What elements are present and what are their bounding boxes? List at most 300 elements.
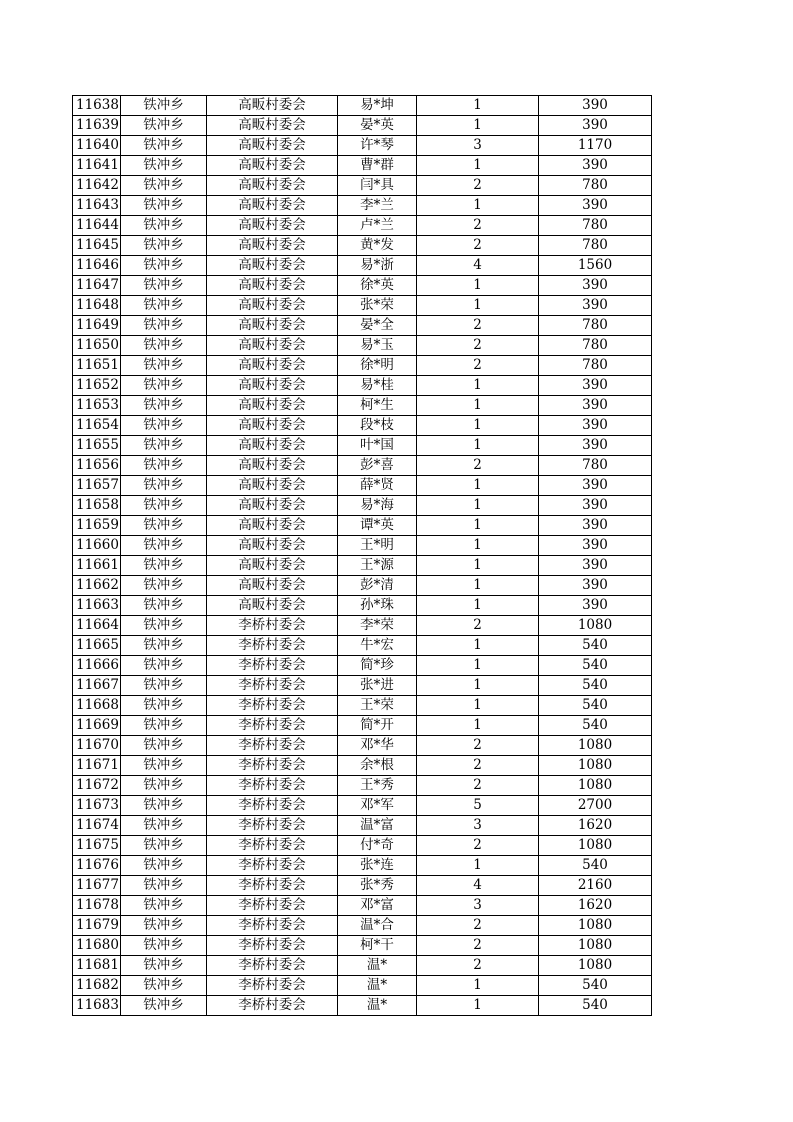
cell-village-committee: 李桥村委会	[207, 776, 338, 796]
table-row	[73, 616, 652, 636]
cell-person-name: 谭*英	[338, 516, 417, 536]
table-row	[73, 476, 652, 496]
table-row	[73, 236, 652, 256]
table-row	[73, 936, 652, 956]
cell-serial-number: 11648	[73, 296, 121, 316]
table-row	[73, 876, 652, 896]
table-row	[73, 636, 652, 656]
cell-amount: 390	[539, 396, 652, 416]
cell-village-committee: 高畈村委会	[207, 196, 338, 216]
cell-person-count: 1	[417, 976, 539, 996]
table-row	[73, 536, 652, 556]
cell-serial-number: 11649	[73, 316, 121, 336]
cell-serial-number: 11647	[73, 276, 121, 296]
cell-amount: 390	[539, 296, 652, 316]
cell-serial-number: 11645	[73, 236, 121, 256]
table-row	[73, 556, 652, 576]
cell-serial-number: 11668	[73, 696, 121, 716]
table-row	[73, 596, 652, 616]
cell-person-name: 卢*兰	[338, 216, 417, 236]
cell-township: 铁冲乡	[121, 416, 207, 436]
cell-person-name: 易*玉	[338, 336, 417, 356]
table-row	[73, 956, 652, 976]
cell-serial-number: 11661	[73, 556, 121, 576]
cell-serial-number: 11666	[73, 656, 121, 676]
cell-amount: 540	[539, 656, 652, 676]
cell-village-committee: 李桥村委会	[207, 836, 338, 856]
cell-township: 铁冲乡	[121, 456, 207, 476]
table-row	[73, 356, 652, 376]
cell-amount: 390	[539, 116, 652, 136]
cell-serial-number: 11667	[73, 676, 121, 696]
cell-person-name: 邓*富	[338, 896, 417, 916]
cell-person-count: 1	[417, 156, 539, 176]
cell-amount: 1080	[539, 736, 652, 756]
cell-person-name: 邓*华	[338, 736, 417, 756]
cell-village-committee: 高畈村委会	[207, 416, 338, 436]
cell-village-committee: 李桥村委会	[207, 876, 338, 896]
cell-person-count: 1	[417, 636, 539, 656]
cell-person-name: 张*连	[338, 856, 417, 876]
cell-township: 铁冲乡	[121, 976, 207, 996]
cell-village-committee: 高畈村委会	[207, 436, 338, 456]
cell-person-count: 2	[417, 336, 539, 356]
cell-person-count: 1	[417, 416, 539, 436]
cell-serial-number: 11654	[73, 416, 121, 436]
cell-person-name: 彭*清	[338, 576, 417, 596]
table-row	[73, 696, 652, 716]
table-row	[73, 896, 652, 916]
cell-person-name: 温*合	[338, 916, 417, 936]
cell-person-name: 易*浙	[338, 256, 417, 276]
cell-person-count: 1	[417, 556, 539, 576]
cell-village-committee: 高畈村委会	[207, 556, 338, 576]
cell-person-count: 1	[417, 656, 539, 676]
cell-person-name: 李*兰	[338, 196, 417, 216]
cell-village-committee: 高畈村委会	[207, 316, 338, 336]
cell-amount: 780	[539, 216, 652, 236]
cell-amount: 780	[539, 336, 652, 356]
table-row	[73, 276, 652, 296]
cell-serial-number: 11671	[73, 756, 121, 776]
cell-serial-number: 11641	[73, 156, 121, 176]
cell-person-count: 1	[417, 596, 539, 616]
cell-amount: 540	[539, 716, 652, 736]
cell-person-name: 王*秀	[338, 776, 417, 796]
cell-amount: 2160	[539, 876, 652, 896]
table-row	[73, 316, 652, 336]
cell-amount: 390	[539, 96, 652, 116]
table-row	[73, 96, 652, 116]
cell-township: 铁冲乡	[121, 596, 207, 616]
cell-township: 铁冲乡	[121, 256, 207, 276]
cell-township: 铁冲乡	[121, 956, 207, 976]
cell-township: 铁冲乡	[121, 836, 207, 856]
cell-village-committee: 高畈村委会	[207, 216, 338, 236]
cell-person-count: 2	[417, 956, 539, 976]
cell-person-name: 许*琴	[338, 136, 417, 156]
cell-person-name: 闫*具	[338, 176, 417, 196]
cell-person-count: 5	[417, 796, 539, 816]
cell-person-name: 薛*贤	[338, 476, 417, 496]
cell-village-committee: 李桥村委会	[207, 956, 338, 976]
cell-village-committee: 李桥村委会	[207, 636, 338, 656]
cell-serial-number: 11673	[73, 796, 121, 816]
table-row	[73, 776, 652, 796]
cell-amount: 780	[539, 176, 652, 196]
cell-serial-number: 11638	[73, 96, 121, 116]
cell-serial-number: 11655	[73, 436, 121, 456]
cell-person-name: 黄*发	[338, 236, 417, 256]
cell-village-committee: 李桥村委会	[207, 756, 338, 776]
table-row	[73, 176, 652, 196]
cell-person-count: 3	[417, 136, 539, 156]
cell-serial-number: 11640	[73, 136, 121, 156]
cell-serial-number: 11642	[73, 176, 121, 196]
cell-amount: 540	[539, 996, 652, 1016]
cell-amount: 390	[539, 516, 652, 536]
cell-person-count: 1	[417, 376, 539, 396]
cell-amount: 1080	[539, 836, 652, 856]
cell-person-count: 1	[417, 116, 539, 136]
cell-township: 铁冲乡	[121, 316, 207, 336]
cell-person-name: 晏*英	[338, 116, 417, 136]
cell-village-committee: 高畈村委会	[207, 496, 338, 516]
cell-amount: 390	[539, 276, 652, 296]
cell-person-name: 温*	[338, 976, 417, 996]
cell-person-count: 1	[417, 716, 539, 736]
cell-person-count: 1	[417, 856, 539, 876]
cell-amount: 780	[539, 316, 652, 336]
cell-person-name: 晏*全	[338, 316, 417, 336]
cell-village-committee: 李桥村委会	[207, 936, 338, 956]
cell-township: 铁冲乡	[121, 136, 207, 156]
cell-person-count: 2	[417, 216, 539, 236]
table-row	[73, 716, 652, 736]
cell-township: 铁冲乡	[121, 296, 207, 316]
cell-village-committee: 李桥村委会	[207, 656, 338, 676]
cell-serial-number: 11670	[73, 736, 121, 756]
cell-village-committee: 李桥村委会	[207, 916, 338, 936]
cell-village-committee: 高畈村委会	[207, 456, 338, 476]
cell-person-name: 徐*英	[338, 276, 417, 296]
cell-township: 铁冲乡	[121, 616, 207, 636]
cell-person-name: 柯*干	[338, 936, 417, 956]
cell-township: 铁冲乡	[121, 996, 207, 1016]
cell-village-committee: 高畈村委会	[207, 476, 338, 496]
cell-person-count: 4	[417, 876, 539, 896]
cell-township: 铁冲乡	[121, 276, 207, 296]
cell-serial-number: 11679	[73, 916, 121, 936]
table-row	[73, 156, 652, 176]
cell-township: 铁冲乡	[121, 736, 207, 756]
cell-serial-number: 11674	[73, 816, 121, 836]
table-body	[73, 96, 652, 1016]
cell-village-committee: 李桥村委会	[207, 976, 338, 996]
cell-township: 铁冲乡	[121, 156, 207, 176]
cell-person-count: 1	[417, 676, 539, 696]
cell-amount: 1080	[539, 936, 652, 956]
cell-person-count: 1	[417, 696, 539, 716]
table-row	[73, 196, 652, 216]
cell-amount: 1080	[539, 916, 652, 936]
cell-person-name: 易*桂	[338, 376, 417, 396]
cell-serial-number: 11662	[73, 576, 121, 596]
cell-township: 铁冲乡	[121, 856, 207, 876]
cell-serial-number: 11680	[73, 936, 121, 956]
cell-village-committee: 李桥村委会	[207, 996, 338, 1016]
cell-amount: 540	[539, 976, 652, 996]
cell-township: 铁冲乡	[121, 676, 207, 696]
cell-township: 铁冲乡	[121, 176, 207, 196]
cell-village-committee: 高畈村委会	[207, 396, 338, 416]
cell-person-count: 1	[417, 96, 539, 116]
cell-person-count: 3	[417, 896, 539, 916]
cell-village-committee: 高畈村委会	[207, 156, 338, 176]
cell-person-count: 3	[417, 816, 539, 836]
cell-amount: 390	[539, 496, 652, 516]
cell-township: 铁冲乡	[121, 636, 207, 656]
cell-township: 铁冲乡	[121, 396, 207, 416]
cell-serial-number: 11675	[73, 836, 121, 856]
cell-serial-number: 11681	[73, 956, 121, 976]
cell-person-name: 温*富	[338, 816, 417, 836]
cell-person-count: 2	[417, 356, 539, 376]
table-row	[73, 676, 652, 696]
cell-serial-number: 11659	[73, 516, 121, 536]
cell-person-name: 牛*宏	[338, 636, 417, 656]
cell-amount: 1560	[539, 256, 652, 276]
cell-village-committee: 李桥村委会	[207, 856, 338, 876]
cell-township: 铁冲乡	[121, 656, 207, 676]
cell-person-count: 2	[417, 316, 539, 336]
cell-township: 铁冲乡	[121, 776, 207, 796]
cell-township: 铁冲乡	[121, 196, 207, 216]
cell-township: 铁冲乡	[121, 436, 207, 456]
cell-person-count: 2	[417, 836, 539, 856]
cell-amount: 1080	[539, 616, 652, 636]
cell-village-committee: 李桥村委会	[207, 716, 338, 736]
cell-amount: 780	[539, 236, 652, 256]
cell-person-name: 孙*珠	[338, 596, 417, 616]
cell-person-name: 易*坤	[338, 96, 417, 116]
cell-person-name: 段*枝	[338, 416, 417, 436]
cell-person-name: 张*进	[338, 676, 417, 696]
cell-township: 铁冲乡	[121, 576, 207, 596]
cell-person-count: 2	[417, 936, 539, 956]
cell-person-name: 余*根	[338, 756, 417, 776]
table-row	[73, 296, 652, 316]
cell-township: 铁冲乡	[121, 536, 207, 556]
cell-village-committee: 高畈村委会	[207, 116, 338, 136]
cell-person-count: 1	[417, 516, 539, 536]
cell-person-count: 1	[417, 296, 539, 316]
table-row	[73, 856, 652, 876]
cell-person-name: 温*	[338, 996, 417, 1016]
cell-serial-number: 11651	[73, 356, 121, 376]
cell-amount: 390	[539, 556, 652, 576]
cell-township: 铁冲乡	[121, 496, 207, 516]
cell-serial-number: 11658	[73, 496, 121, 516]
cell-person-name: 王*荣	[338, 696, 417, 716]
cell-amount: 1170	[539, 136, 652, 156]
cell-person-count: 1	[417, 476, 539, 496]
table-row	[73, 436, 652, 456]
cell-village-committee: 高畈村委会	[207, 576, 338, 596]
cell-amount: 390	[539, 436, 652, 456]
cell-township: 铁冲乡	[121, 696, 207, 716]
cell-township: 铁冲乡	[121, 756, 207, 776]
cell-township: 铁冲乡	[121, 916, 207, 936]
cell-person-count: 2	[417, 456, 539, 476]
cell-village-committee: 高畈村委会	[207, 276, 338, 296]
cell-amount: 1620	[539, 816, 652, 836]
cell-serial-number: 11657	[73, 476, 121, 496]
cell-township: 铁冲乡	[121, 336, 207, 356]
cell-serial-number: 11683	[73, 996, 121, 1016]
cell-serial-number: 11676	[73, 856, 121, 876]
cell-amount: 390	[539, 536, 652, 556]
cell-person-count: 1	[417, 536, 539, 556]
cell-village-committee: 高畈村委会	[207, 536, 338, 556]
table-row	[73, 496, 652, 516]
cell-amount: 540	[539, 636, 652, 656]
cell-person-count: 2	[417, 916, 539, 936]
cell-village-committee: 李桥村委会	[207, 816, 338, 836]
table-row	[73, 736, 652, 756]
cell-amount: 540	[539, 696, 652, 716]
cell-village-committee: 李桥村委会	[207, 796, 338, 816]
cell-serial-number: 11643	[73, 196, 121, 216]
table-row	[73, 916, 652, 936]
table-row	[73, 656, 652, 676]
cell-township: 铁冲乡	[121, 876, 207, 896]
cell-township: 铁冲乡	[121, 236, 207, 256]
cell-village-committee: 高畈村委会	[207, 356, 338, 376]
cell-township: 铁冲乡	[121, 476, 207, 496]
cell-amount: 1080	[539, 956, 652, 976]
cell-township: 铁冲乡	[121, 556, 207, 576]
cell-village-committee: 高畈村委会	[207, 596, 338, 616]
cell-person-name: 李*荣	[338, 616, 417, 636]
cell-township: 铁冲乡	[121, 96, 207, 116]
cell-amount: 1620	[539, 896, 652, 916]
cell-person-name: 柯*生	[338, 396, 417, 416]
cell-person-name: 简*珍	[338, 656, 417, 676]
cell-village-committee: 高畈村委会	[207, 136, 338, 156]
table-row	[73, 796, 652, 816]
cell-serial-number: 11652	[73, 376, 121, 396]
cell-village-committee: 李桥村委会	[207, 676, 338, 696]
cell-serial-number: 11656	[73, 456, 121, 476]
cell-person-name: 叶*国	[338, 436, 417, 456]
cell-village-committee: 李桥村委会	[207, 896, 338, 916]
cell-village-committee: 高畈村委会	[207, 256, 338, 276]
table-row	[73, 396, 652, 416]
cell-person-count: 1	[417, 496, 539, 516]
cell-serial-number: 11664	[73, 616, 121, 636]
cell-person-name: 邓*军	[338, 796, 417, 816]
cell-village-committee: 高畈村委会	[207, 376, 338, 396]
table-row	[73, 376, 652, 396]
cell-township: 铁冲乡	[121, 376, 207, 396]
cell-person-name: 简*开	[338, 716, 417, 736]
cell-township: 铁冲乡	[121, 796, 207, 816]
cell-serial-number: 11644	[73, 216, 121, 236]
table-row	[73, 576, 652, 596]
cell-person-count: 1	[417, 996, 539, 1016]
cell-serial-number: 11660	[73, 536, 121, 556]
cell-serial-number: 11669	[73, 716, 121, 736]
table-row	[73, 836, 652, 856]
cell-village-committee: 高畈村委会	[207, 96, 338, 116]
cell-amount: 390	[539, 596, 652, 616]
cell-township: 铁冲乡	[121, 116, 207, 136]
cell-amount: 540	[539, 676, 652, 696]
cell-township: 铁冲乡	[121, 896, 207, 916]
cell-amount: 1080	[539, 756, 652, 776]
cell-person-name: 徐*明	[338, 356, 417, 376]
table-row	[73, 116, 652, 136]
cell-serial-number: 11672	[73, 776, 121, 796]
cell-village-committee: 高畈村委会	[207, 296, 338, 316]
table-row	[73, 976, 652, 996]
cell-village-committee: 李桥村委会	[207, 696, 338, 716]
cell-amount: 390	[539, 576, 652, 596]
cell-amount: 1080	[539, 776, 652, 796]
cell-person-count: 2	[417, 776, 539, 796]
cell-person-name: 易*海	[338, 496, 417, 516]
cell-person-name: 王*明	[338, 536, 417, 556]
cell-amount: 780	[539, 456, 652, 476]
cell-serial-number: 11650	[73, 336, 121, 356]
cell-person-name: 张*荣	[338, 296, 417, 316]
cell-amount: 390	[539, 416, 652, 436]
cell-person-count: 2	[417, 236, 539, 256]
cell-serial-number: 11646	[73, 256, 121, 276]
cell-village-committee: 李桥村委会	[207, 736, 338, 756]
cell-person-count: 4	[417, 256, 539, 276]
cell-township: 铁冲乡	[121, 516, 207, 536]
cell-amount: 390	[539, 376, 652, 396]
cell-person-name: 付*奇	[338, 836, 417, 856]
table-row	[73, 996, 652, 1016]
table-row	[73, 816, 652, 836]
table-row	[73, 136, 652, 156]
cell-serial-number: 11678	[73, 896, 121, 916]
cell-person-name: 彭*喜	[338, 456, 417, 476]
cell-person-count: 2	[417, 616, 539, 636]
cell-amount: 390	[539, 156, 652, 176]
cell-person-count: 2	[417, 736, 539, 756]
cell-village-committee: 高畈村委会	[207, 336, 338, 356]
cell-amount: 2700	[539, 796, 652, 816]
table-row	[73, 416, 652, 436]
cell-serial-number: 11682	[73, 976, 121, 996]
cell-amount: 780	[539, 356, 652, 376]
cell-amount: 390	[539, 476, 652, 496]
cell-person-count: 1	[417, 396, 539, 416]
cell-person-name: 温*	[338, 956, 417, 976]
table-row	[73, 336, 652, 356]
table-row	[73, 756, 652, 776]
table-row	[73, 456, 652, 476]
cell-person-count: 1	[417, 436, 539, 456]
table-row	[73, 516, 652, 536]
cell-person-count: 1	[417, 576, 539, 596]
cell-village-committee: 李桥村委会	[207, 616, 338, 636]
cell-township: 铁冲乡	[121, 816, 207, 836]
